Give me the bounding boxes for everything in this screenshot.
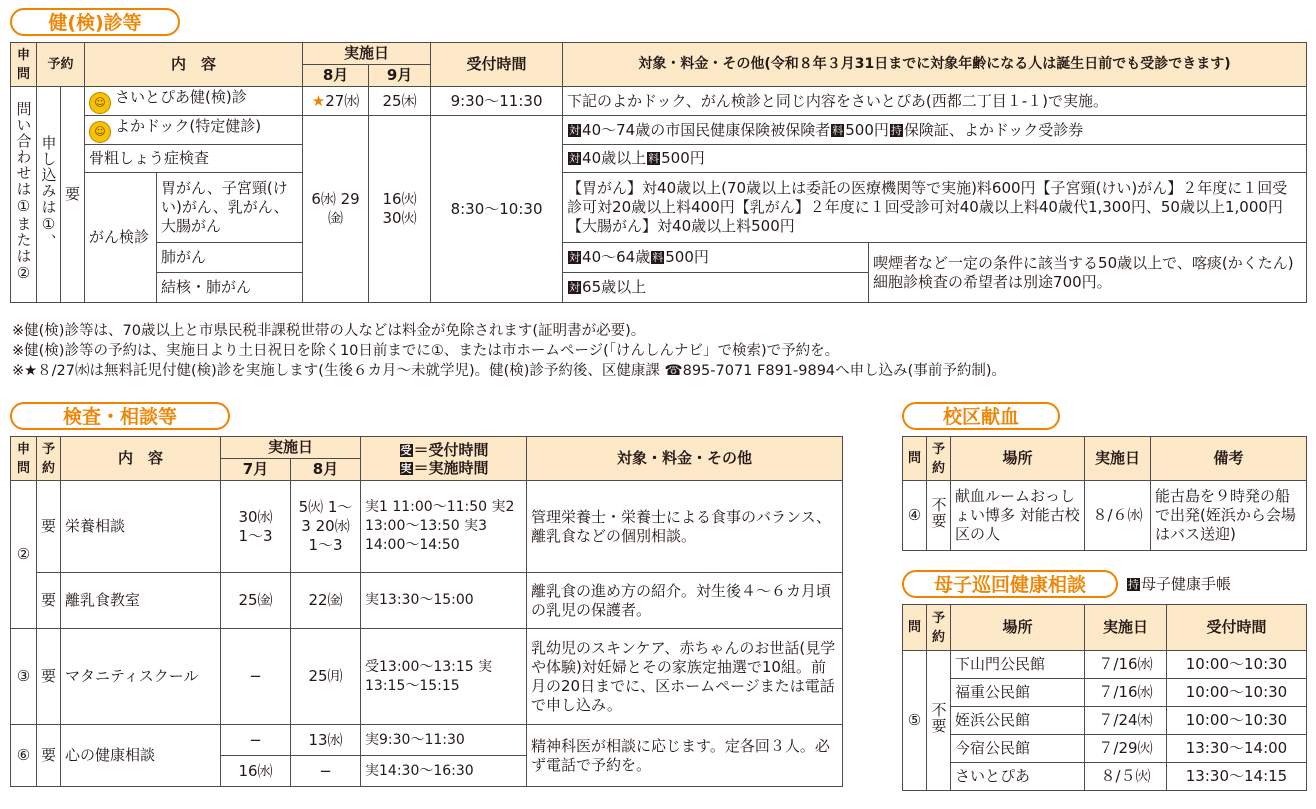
row-saitopia-sep: 25㈭ <box>369 87 431 116</box>
boshi-place-2: 姪浜公民館 <box>951 707 1085 735</box>
boshi-header-yoyaku: 予約 <box>927 605 951 651</box>
section-title-kensa: 検査・相談等 <box>10 402 230 430</box>
kenketsu-yoyaku: 不要 <box>927 481 951 551</box>
kenketsu-header-toi: 問 <box>903 437 927 481</box>
kokoro-note: 精神科医が相談に応じます。定各回３人。必ず電話で予約を。 <box>527 725 843 787</box>
boshi-date-4: ８/５㈫ <box>1085 763 1167 791</box>
row-gan-item1: 胃がん、子宮頸(けい)がん、乳がん、大腸がん <box>157 173 303 243</box>
eiyou-note: 管理栄養士・栄養士による食事のバランス、離乳食などの個別相談。 <box>527 481 843 573</box>
boshi-header-basho: 場所 <box>951 605 1085 651</box>
section-title-kenketsu: 校区献血 <box>902 402 1060 430</box>
boshi-date-0: ７/16㈬ <box>1085 651 1167 679</box>
header-month-aug: 8月 <box>303 65 369 87</box>
maternity-toi: ③ <box>11 629 37 725</box>
kensa-header-taisho: 対象・料金・その他 <box>527 437 843 481</box>
header-naiyou: 内 容 <box>85 43 303 87</box>
kensa-header-jisshibi: 実施日 <box>221 437 361 459</box>
note-line-2: ※健(検)診等の予約は、実施日より土日祝日を除く10日前までに①、または市ホームページ(「けんしんナビ」で検索)で予約を。 <box>12 343 840 359</box>
boshi-place-4: さいとぴあ <box>951 763 1085 791</box>
row-yoka-sep: 16㈫ 30㈫ <box>369 116 431 303</box>
rinyu-note: 離乳食の進め方の紹介。対生後４〜６カ月頃の乳児の保護者。 <box>527 573 843 629</box>
kenketsu-table <box>902 436 1307 551</box>
kensa-header-naiyou: 内 容 <box>61 437 221 481</box>
kenketsu-header-yoyaku: 予約 <box>927 437 951 481</box>
row-gan-item2: 肺がん <box>157 243 303 273</box>
maternity-note: 乳幼児のスキンケア、赤ちゃんのお世話(見学や体験)対妊婦とその家族定抽選で10組。前月の20日までに、区ホームページまたは電話で申し込み。 <box>527 629 843 725</box>
boshi-table <box>902 604 1307 791</box>
boshi-date-2: ７/24㈭ <box>1085 707 1167 735</box>
kenshin-left-col: 問い合わせは①または② <box>11 87 37 303</box>
kokoro-time-a: 実9:30〜11:30 <box>361 725 527 756</box>
row-gan-item3: 結核・肺がん <box>157 273 303 303</box>
section-title-boshi: 母子巡回健康相談 <box>902 570 1118 598</box>
boshi-date-1: ７/16㈬ <box>1085 679 1167 707</box>
section-title-kenshin: 健(検)診等 <box>10 8 180 36</box>
rinyu-aug: 22㈮ <box>291 573 361 629</box>
mascot-icon: ☺ <box>89 121 111 143</box>
row-gan-note2: 対 40〜64歳 料 500円 <box>563 243 869 273</box>
maternity-yoyaku: 要 <box>37 629 61 725</box>
row-saitopia-time: 9:30〜11:30 <box>431 87 563 116</box>
boshi-time-3: 13:30〜14:00 <box>1167 735 1307 763</box>
kensa-header-yoyaku: 予約 <box>37 437 61 481</box>
row-yoka-time: 8:30〜10:30 <box>431 116 563 303</box>
kenketsu-place: 献血ルームおっしょい博多 対能古校区の人 <box>951 481 1085 551</box>
boshi-header-toi: 問 <box>903 605 927 651</box>
eiyou-toi: ② <box>11 481 37 629</box>
kokoro-toi: ⑥ <box>11 725 37 787</box>
row-gan-note1: 【胃がん】対40歳以上(70歳以上は委託の医療機関等で実施)料600円【子宮頸(けい)がん】２年度に１回受診可対20歳以上料400円【乳がん】２年度に１回受診可対40歳以上料40歳代1,300円、50歳以上1,000円【大腸がん】対40歳以上料500円 <box>563 173 1307 243</box>
kenketsu-header-date: 実施日 <box>1085 437 1151 481</box>
note-line-1: ※健(検)診等は、70歳以上と市県民税非課税世帯の人などは料金が免除されます(証明書が必要)。 <box>12 323 646 339</box>
mascot-icon: ☺ <box>89 92 111 114</box>
row-yoka-aug: 6㈬ 29㈮ <box>303 116 369 303</box>
boshi-time-0: 10:00〜10:30 <box>1167 651 1307 679</box>
kenketsu-header-basho: 場所 <box>951 437 1085 481</box>
maternity-aug: 25㈪ <box>291 629 361 725</box>
boshi-time-2: 10:00〜10:30 <box>1167 707 1307 735</box>
row-saitopia-aug: ★27㈬ <box>303 87 369 116</box>
boshi-place-1: 福重公民館 <box>951 679 1085 707</box>
kokoro-jul-b: 16㈬ <box>221 756 291 787</box>
kensa-header-toi: 申問 <box>11 437 37 481</box>
boshi-time-4: 13:30〜14:15 <box>1167 763 1307 791</box>
kokoro-name: 心の健康相談 <box>61 725 221 787</box>
row-yoka-note: 対 40〜74歳の市国民健康保険被保険者 料 500円 持 保険証、よかドック受診券 <box>563 116 1307 145</box>
boshi-need: 持 母子健康手帳 <box>1128 575 1232 593</box>
kensa-table <box>10 436 843 787</box>
kenketsu-date: ８/６㈬ <box>1085 481 1151 551</box>
eiyou-aug: 5㈫ 1〜3 20㈬ 1〜3 <box>291 481 361 573</box>
kokoro-jul-a: − <box>221 725 291 756</box>
eiyou-time: 実1 11:00〜11:50 実2 13:00〜13:50 実3 14:00〜14:50 <box>361 481 527 573</box>
boshi-place-3: 今宿公民館 <box>951 735 1085 763</box>
boshi-time-1: 10:00〜10:30 <box>1167 679 1307 707</box>
kenketsu-note: 能古島を９時発の船で出発(姪浜から会場はバス送迎) <box>1151 481 1307 551</box>
boshi-header-uketsuke: 受付時間 <box>1167 605 1307 651</box>
header-jisshibi: 実施日 <box>303 43 431 65</box>
header-taisho: 対象・料金・その他(令和８年３月31日までに対象年齢になる人は誕生日前でも受診できます) <box>563 43 1307 87</box>
rinyu-jul: 25㈮ <box>221 573 291 629</box>
header-toiawase: 申 問 <box>11 43 37 87</box>
kokoro-aug-a: 13㈬ <box>291 725 361 756</box>
kensa-header-aug: 8月 <box>291 459 361 481</box>
kokoro-yoyaku: 要 <box>37 725 61 787</box>
rinyu-yoyaku: 要 <box>37 573 61 629</box>
boshi-header-date: 実施日 <box>1085 605 1167 651</box>
kensa-header-jul: 7月 <box>221 459 291 481</box>
boshi-place-0: 下山門公民館 <box>951 651 1085 679</box>
eiyou-jul: 30㈬ 1〜3 <box>221 481 291 573</box>
kokoro-time-b: 実14:30〜16:30 <box>361 756 527 787</box>
header-uketsuke: 受付時間 <box>431 43 563 87</box>
kenshin-moushikomi-col: 申し込みは①、 <box>37 87 61 303</box>
row-yoka-name: ☺ よかドック(特定健診) <box>85 116 303 145</box>
row-saitopia-name: ☺ さいとぴあ健(検)診 <box>85 87 303 116</box>
eiyou-name: 栄養相談 <box>61 481 221 573</box>
kenketsu-toi: ④ <box>903 481 927 551</box>
kenshin-yoyaku: 要 <box>61 87 85 303</box>
row-gan-group: がん検診 <box>85 173 157 303</box>
kenshin-table <box>10 42 1307 303</box>
row-gan-note2-side: 喫煙者など一定の条件に該当する50歳以上で、喀痰(かくたん)細胞診検査の希望者は別途700円。 <box>869 243 1307 303</box>
maternity-time: 受13:00〜13:15 実13:15〜15:15 <box>361 629 527 725</box>
star-icon: ★ <box>311 91 326 110</box>
header-yoyaku: 予約 <box>37 43 85 87</box>
kokoro-aug-b: − <box>291 756 361 787</box>
maternity-jul: − <box>221 629 291 725</box>
boshi-toi: ⑤ <box>903 651 927 791</box>
rinyu-time: 実13:30〜15:00 <box>361 573 527 629</box>
rinyu-name: 離乳食教室 <box>61 573 221 629</box>
boshi-yoyaku: 不要 <box>927 651 951 791</box>
boshi-date-3: ７/29㈫ <box>1085 735 1167 763</box>
eiyou-yoyaku: 要 <box>37 481 61 573</box>
note-line-3: ※★８/27㈬は無料託児付健(検)診を実施します(生後６カ月〜未就学児)。健(検)診予約後、区健康課 ☎895-7071 F891-9894へ申し込み(事前予約制)。 <box>12 363 1006 379</box>
header-month-sep: 9月 <box>369 65 431 87</box>
row-kotsu-name: 骨粗しょう症検査 <box>85 145 303 173</box>
kenketsu-header-biko: 備考 <box>1151 437 1307 481</box>
kensa-header-time: 受 ＝受付時間 実 ＝実施時間 <box>361 437 527 481</box>
maternity-name: マタニティスクール <box>61 629 221 725</box>
row-saitopia-note: 下記のよかドック、がん検診と同じ内容をさいとぴあ(西都二丁目１-１)で実施。 <box>563 87 1307 116</box>
row-gan-note3: 対 65歳以上 <box>563 273 869 303</box>
row-kotsu-note: 対 40歳以上 料 500円 <box>563 145 1307 173</box>
